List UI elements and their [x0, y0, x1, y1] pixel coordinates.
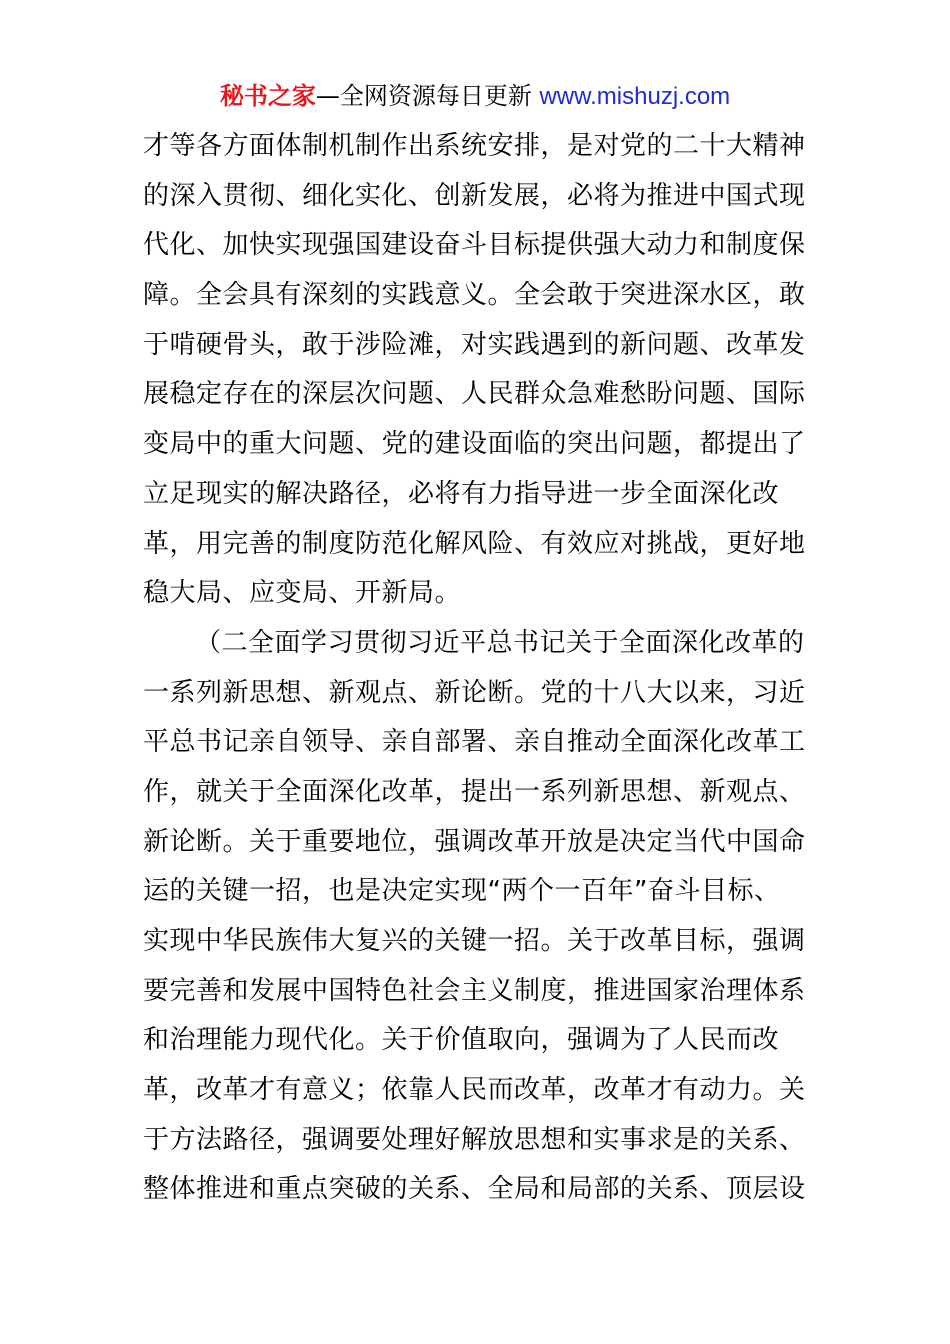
text-line: 于啃硬骨头，敢于涉险滩，对实践遇到的新问题、改革发	[143, 329, 806, 360]
paragraph-start-line: （二全面学习贯彻习近平总书记关于全面深化改革的	[195, 627, 805, 658]
text-line: 整体推进和重点突破的关系、全局和局部的关系、顶层设	[143, 1174, 806, 1205]
text-line: 要完善和发展中国特色社会主义制度，推进国家治理体系	[143, 975, 806, 1006]
text-line: 于方法路径，强调要处理好解放思想和实事求是的关系、	[143, 1124, 806, 1155]
text-line: 革，改革才有意义；依靠人民而改革，改革才有动力。关	[143, 1075, 806, 1106]
text-line: 变局中的重大问题、党的建设面临的突出问题，都提出了	[143, 429, 806, 460]
text-line: 才等各方面体制机制作出系统安排，是对党的二十大精神	[143, 131, 806, 161]
text-line: 平总书记亲自领导、亲自部署、亲自推动全面深化改革工	[143, 727, 806, 758]
text-line: 运的关键一招，也是决定实现“两个一百年”奋斗目标、	[143, 876, 781, 907]
text-line: 新论断。关于重要地位，强调改革开放是决定当代中国命	[143, 826, 806, 857]
text-line: 革，用完善的制度防范化解风险、有效应对挑战，更好地	[143, 528, 806, 559]
text-line: 和治理能力现代化。关于价值取向，强调为了人民而改	[143, 1025, 780, 1056]
page-header	[0, 80, 950, 113]
text-line: 实现中华民族伟大复兴的关键一招。关于改革目标，强调	[143, 926, 806, 956]
text-line: 障。全会具有深刻的实践意义。全会敢于突进深水区，敢	[143, 280, 806, 311]
document-body	[143, 122, 808, 1215]
text-line: 稳大局、应变局、开新局。	[143, 578, 462, 609]
text-line: 一系列新思想、新观点、新论断。党的十八大以来，习近	[143, 677, 806, 708]
site-brand: 秘书之家	[219, 82, 316, 110]
site-tagline: —全网资源每日更新	[315, 82, 540, 110]
text-line: 代化、加快实现强国建设奋斗目标提供强大动力和制度保	[143, 230, 806, 261]
text-line: 作，就关于全面深化改革，提出一系列新思想、新观点、	[143, 776, 806, 807]
text-line: 立足现实的解决路径，必将有力指导进一步全面深化改	[143, 478, 780, 509]
site-url-link[interactable]: www.mishuzj.com	[539, 83, 731, 110]
text-line: 的深入贯彻、细化实化、创新发展，必将为推进中国式现	[143, 180, 806, 211]
text-line: 展稳定存在的深层次问题、人民群众急难愁盼问题、国际	[143, 379, 806, 410]
